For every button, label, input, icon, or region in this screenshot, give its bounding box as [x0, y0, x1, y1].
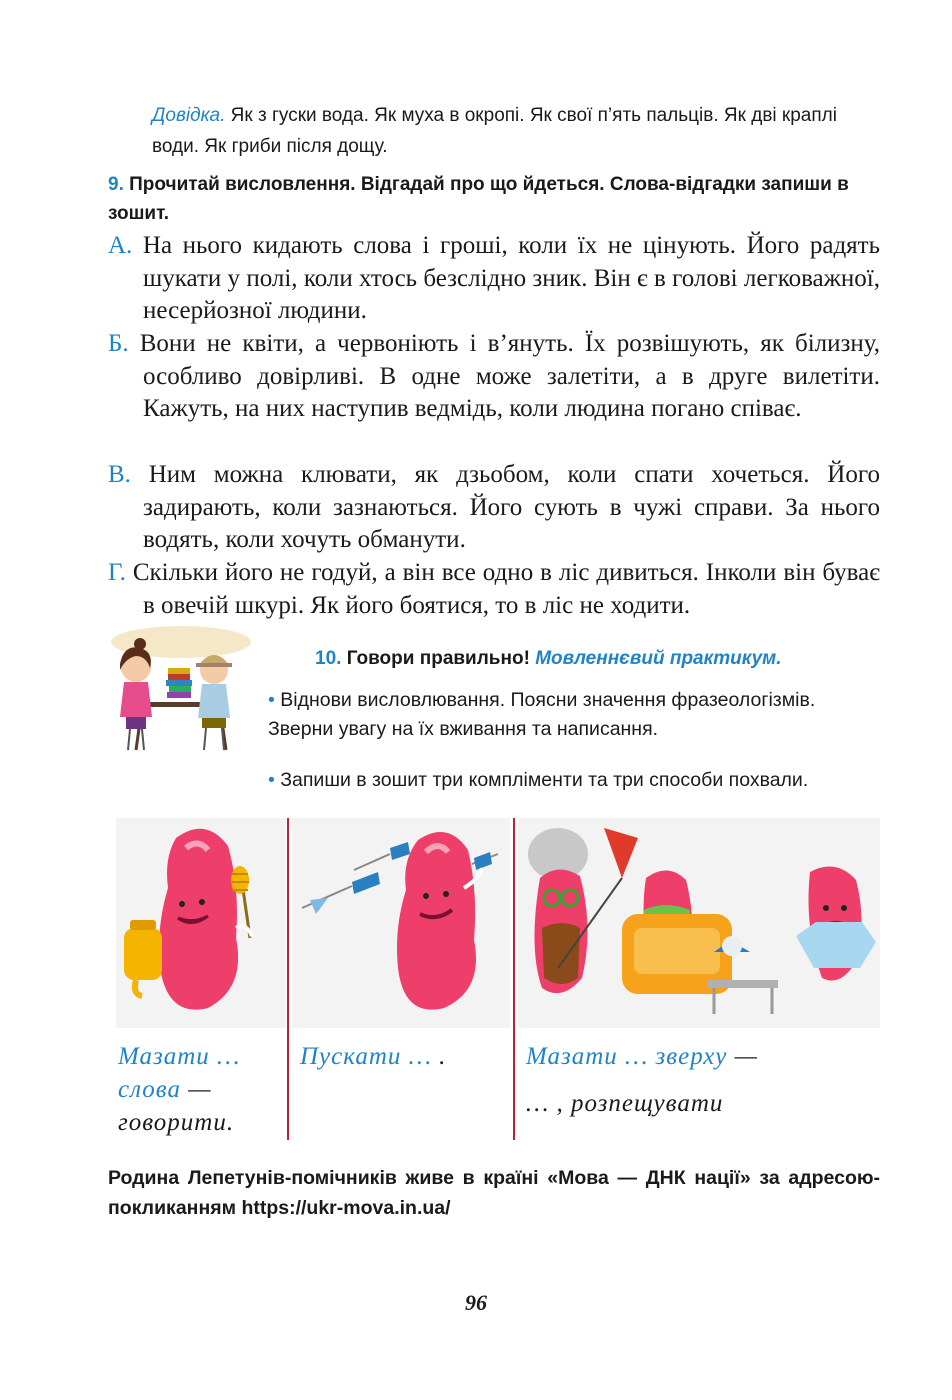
caption-2-end: .: [439, 1043, 447, 1070]
bullet-text: Віднови висловлювання. Поясни значення фразеологізмів. Зверни увагу на їх вживання та написання.: [268, 689, 816, 740]
caption-3: [526, 1040, 876, 1073]
girls-at-table-illustration: [106, 622, 252, 760]
tongue-family-illustration: [518, 818, 880, 1028]
task-10-bullet-1: [268, 686, 880, 744]
task-9-heading: [108, 170, 878, 228]
caption-2: [300, 1040, 505, 1073]
panel-divider: [513, 818, 515, 1140]
footer-note: Родина Лепетунів-помічників живе в країні «Мова — ДНК нації» за адресою-покликанням https://ukr-mova.in.ua/: [108, 1167, 880, 1219]
panel-divider: [287, 818, 289, 1140]
caption-1-phrase: Мазати … слова: [118, 1043, 241, 1103]
task-10-title: Говори правильно!: [341, 648, 536, 669]
task-10-subtitle: Мовленнєвий практикум.: [535, 648, 782, 669]
riddle-a: [108, 230, 880, 328]
task-10-number: 10.: [315, 648, 342, 669]
riddle-text: Ним можна клювати, як дзьобом, коли спати хочеться. Його задирають, коли зазнаються. Його сують в чужі справи. За нього водять, коли хочуть обманути.: [130, 461, 880, 553]
tongue-with-honey-illustration: [116, 818, 286, 1028]
caption-1: [118, 1040, 270, 1139]
bullet-text: Запиши в зошит три компліменти та три способи похвали.: [274, 769, 809, 791]
task-10-bullet-2: [268, 766, 880, 795]
caption-3-dash: —: [727, 1043, 758, 1070]
bullet-dot: •: [268, 689, 275, 711]
riddle-text: Скільки його не годуй, а він все одно в ліс дивиться. Інколи він буває в овечій шкурі. Як його боятися, то в ліс не ходити.: [125, 559, 880, 619]
caption-3-meaning: … , розпещувати: [526, 1090, 724, 1117]
riddle-letter: В.: [108, 461, 131, 488]
task-9-number: 9.: [108, 174, 124, 195]
reference-text: Як з гуски вода. Як муха в окропі. Як свої п’ять пальців. Як дві краплі води. Як гриби після дощу.: [152, 105, 837, 157]
tongue-with-darts-illustration: [292, 818, 510, 1028]
caption-1-meaning: — говорити.: [118, 1076, 235, 1136]
reference-note: [152, 100, 882, 162]
riddle-text: Вони не квіти, а червоніють і в’януть. Їх розвішують, як білизну, особливо довірливі. В одне може залетіти, а в друге вилетіти. Кажуть, на них наступив ведмідь, коли людина погано співає.: [128, 330, 880, 422]
riddle-letter: Б.: [108, 330, 129, 357]
caption-3-phrase: Мазати … зверху: [526, 1043, 728, 1070]
reference-label: Довідка.: [152, 105, 226, 126]
bullet-dot: •: [268, 769, 275, 791]
riddle-letter: А.: [108, 232, 133, 259]
riddle-v: [108, 459, 880, 557]
tongue-family-panel: [518, 818, 880, 1028]
tongue-honey-panel: [116, 818, 286, 1028]
riddle-g: [108, 557, 880, 622]
task-9-text: Прочитай висловлення. Відгадай про що йдеться. Слова-відгадки запиши в зошит.: [108, 174, 849, 224]
tongue-darts-panel: [292, 818, 510, 1028]
riddle-b: [108, 328, 880, 426]
page-number: 96: [465, 1290, 487, 1315]
riddle-letter: Г.: [108, 559, 126, 586]
riddle-text: На нього кидають слова і гроші, коли їх не цінують. Його радять шукати у полі, коли хтось безслідно зник. Він є в голові легковажної, несерйозної людини.: [132, 232, 880, 324]
task-10-heading: [315, 648, 782, 670]
caption-2-phrase: Пускати …: [300, 1043, 440, 1070]
